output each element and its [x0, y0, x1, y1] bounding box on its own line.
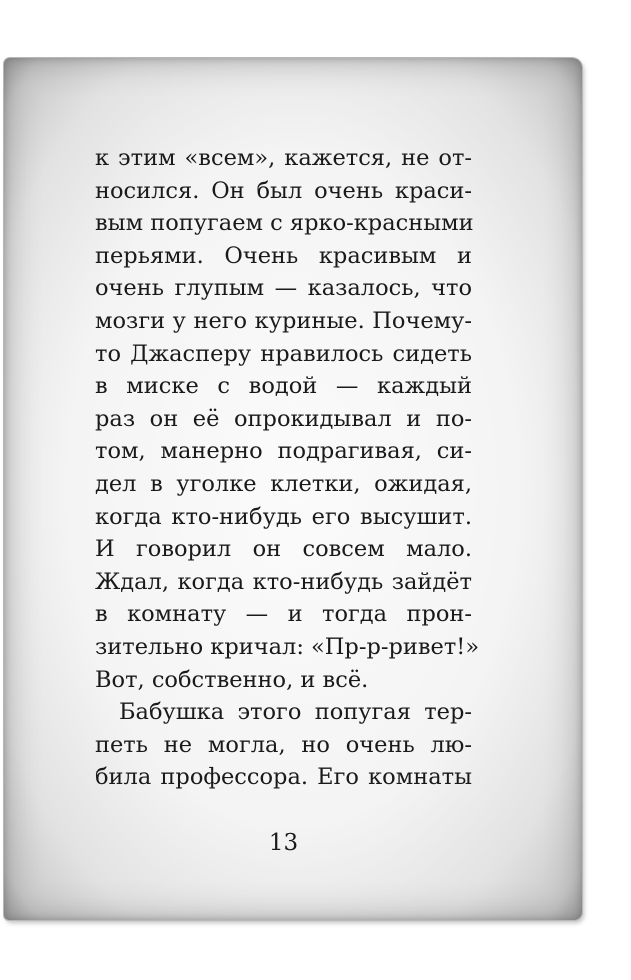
page-number: 13	[268, 830, 299, 856]
text-line: в миске с водой — каждый	[95, 373, 472, 400]
text-line: зительно кричал: «Пр-р-ривет!»	[95, 633, 480, 660]
text-line: И говорил он совсем мало.	[95, 536, 472, 563]
text-line: то Джасперу нравилось сидеть	[95, 340, 472, 367]
text-line: к этим «всем», кажется, не от-	[95, 145, 472, 171]
text-line: вым попугаем с ярко-красными	[95, 210, 474, 237]
text-line: мозги у него куриные. Почему-	[95, 307, 472, 334]
text-line: когда кто-нибудь его высушит.	[95, 503, 472, 530]
body-text	[95, 142, 480, 794]
text-line-paragraph-end: Вот, собственно, и всё.	[95, 666, 369, 693]
text-line: била профессора. Его комнаты	[95, 764, 472, 791]
text-line: дел в уголке клетки, ожидая,	[95, 470, 472, 497]
text-line: раз он её опрокидывал и по-	[95, 405, 472, 432]
text-line: Ждал, когда кто-нибудь зайдёт	[95, 568, 472, 595]
text-line: том, манерно подрагивая, си-	[95, 438, 472, 465]
text-line: в комнату — и тогда прон-	[95, 601, 472, 628]
text-line: носился. Он был очень краси-	[95, 177, 472, 204]
text-line: перьями. Очень красивым и	[95, 242, 472, 269]
text-line: петь не могла, но очень лю-	[95, 731, 472, 758]
text-line-paragraph-start: Бабушка этого попугая тер-	[119, 699, 472, 726]
text-line: очень глупым — казалось, что	[95, 275, 472, 302]
